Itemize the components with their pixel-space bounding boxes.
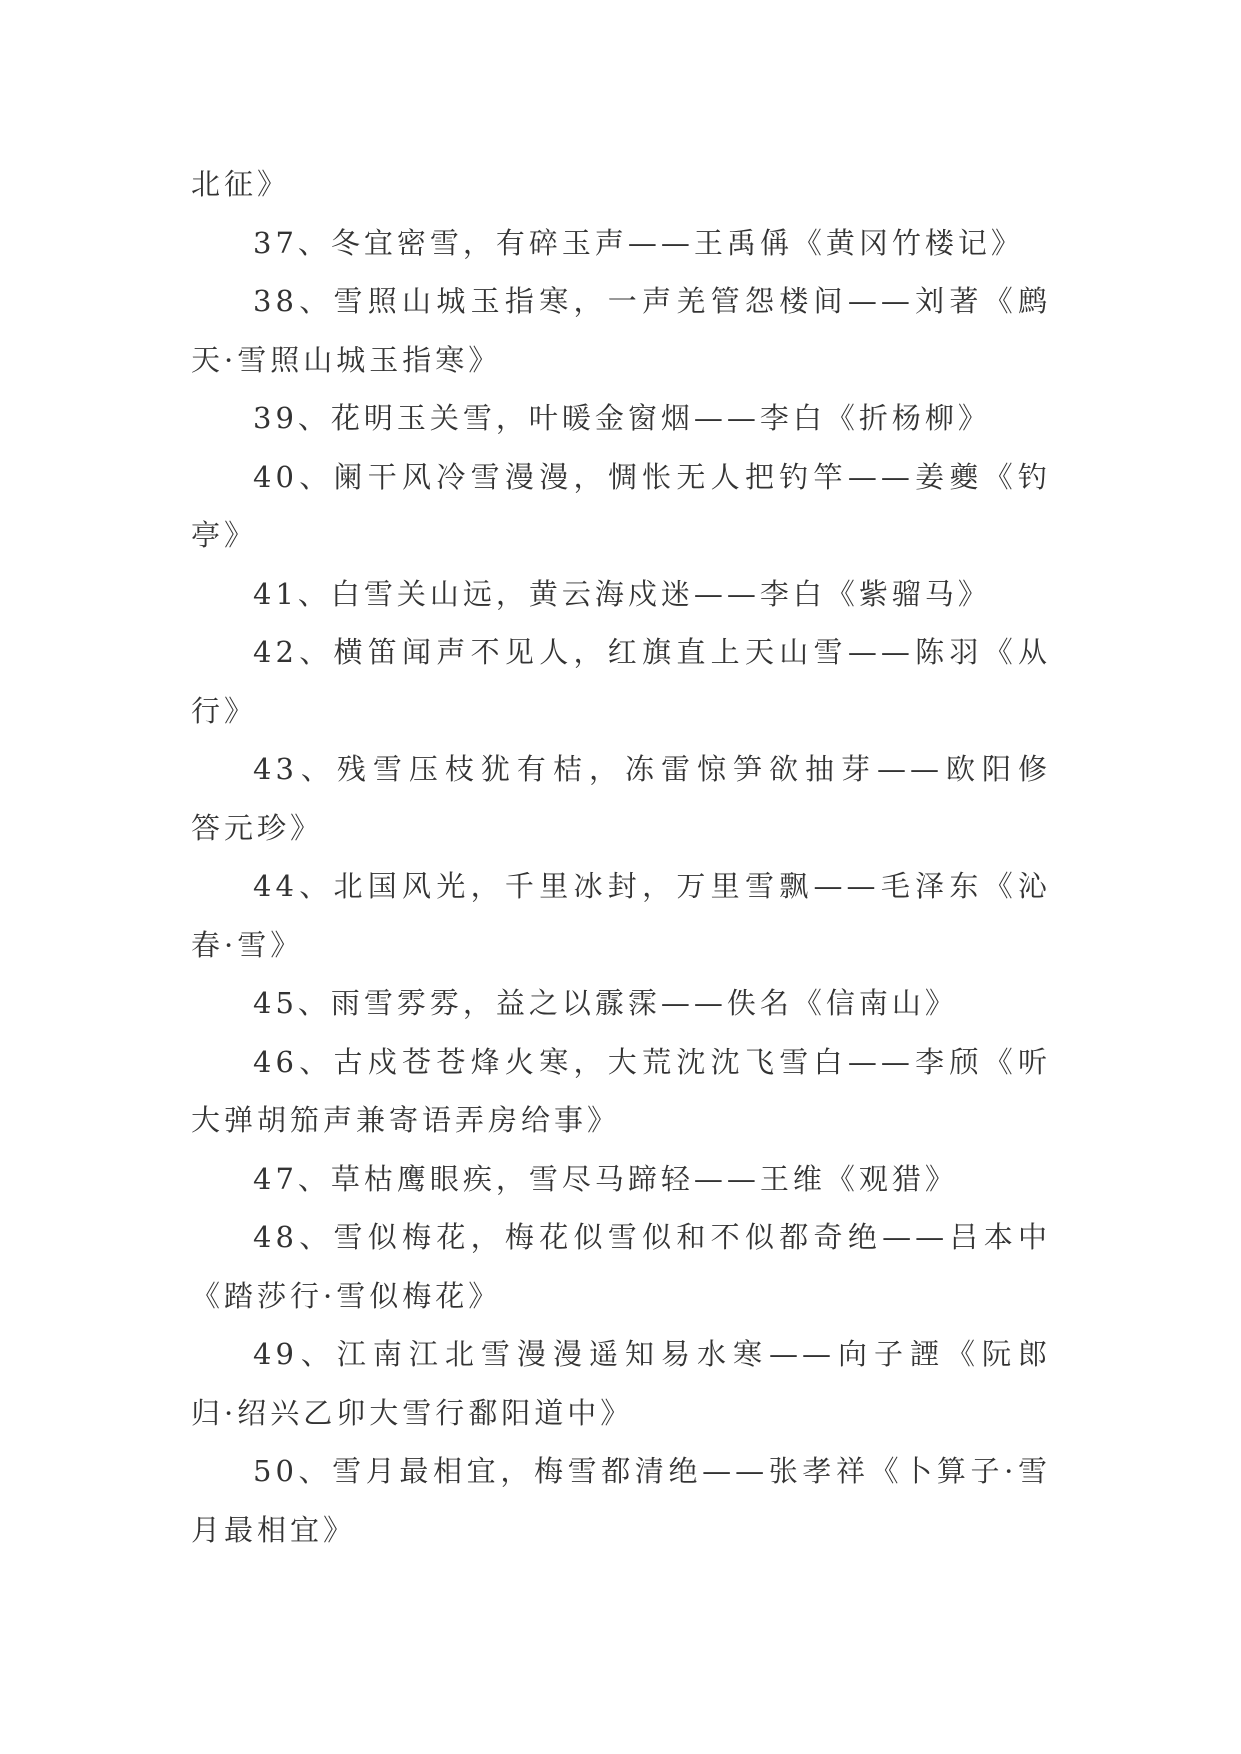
poem-entry-line: 46、古戍苍苍烽火寒，大荒沈沈飞雪白——李颀《听 xyxy=(253,1044,1051,1079)
poem-continuation-line: 归·绍兴乙卯大雪行鄱阳道中》 xyxy=(191,1395,634,1430)
poem-continuation-line: 北征》 xyxy=(191,167,291,201)
poem-entry-line: 39、花明玉关雪，叶暖金窗烟——李白《折杨柳》 xyxy=(253,401,991,435)
poem-entry-line: 40、阑干风冷雪漫漫，惆怅无人把钓竿——姜夔《钓 xyxy=(253,459,1051,494)
poem-continuation-line: 答元珍》 xyxy=(191,810,324,845)
poem-entry-line: 41、白雪关山远，黄云海戍迷——李白《紫骝马》 xyxy=(253,576,991,611)
poem-entry-line: 43、残雪压枝犹有桔，冻雷惊笋欲抽芽——欧阳修 xyxy=(253,752,1051,786)
poem-entry-line: 49、江南江北雪漫漫遥知易水寒——向子諲《阮郎 xyxy=(253,1337,1051,1371)
poem-entry-line: 47、草枯鹰眼疾，雪尽马蹄轻——王维《观猎》 xyxy=(253,1161,958,1196)
poem-continuation-line: 《踏莎行·雪似梅花》 xyxy=(191,1278,502,1313)
poem-entry-line: 37、冬宜密雪，有碎玉声——王禹偁《黄冈竹楼记》 xyxy=(253,225,1024,260)
poem-continuation-line: 天·雪照山城玉指寒》 xyxy=(191,342,502,377)
poem-continuation-line: 亭》 xyxy=(191,518,258,552)
poem-continuation-line: 月最相宜》 xyxy=(191,1512,357,1547)
poem-list xyxy=(191,155,1051,1559)
poem-entry-line: 44、北国风光，千里冰封，万里雪飘——毛泽东《沁 xyxy=(253,869,1051,903)
poem-entry-line: 45、雨雪雰雰，益之以霡霂——佚名《信南山》 xyxy=(253,986,958,1020)
poem-continuation-line: 春·雪》 xyxy=(191,927,304,962)
poem-entry-line: 38、雪照山城玉指寒，一声羌管怨楼间——刘著《鹧 xyxy=(253,284,1051,318)
poem-entry-line: 48、雪似梅花，梅花似雪似和不似都奇绝——吕本中 xyxy=(253,1220,1051,1254)
poem-entry-line: 50、雪月最相宜，梅雪都清绝——张孝祥《卜算子·雪 xyxy=(253,1454,1051,1488)
poem-entry-line: 42、横笛闻声不见人，红旗直上天山雪——陈羽《从 xyxy=(253,635,1051,669)
poem-continuation-line: 大弹胡笳声兼寄语弄房给事》 xyxy=(191,1103,621,1137)
poem-continuation-line: 行》 xyxy=(191,693,258,728)
